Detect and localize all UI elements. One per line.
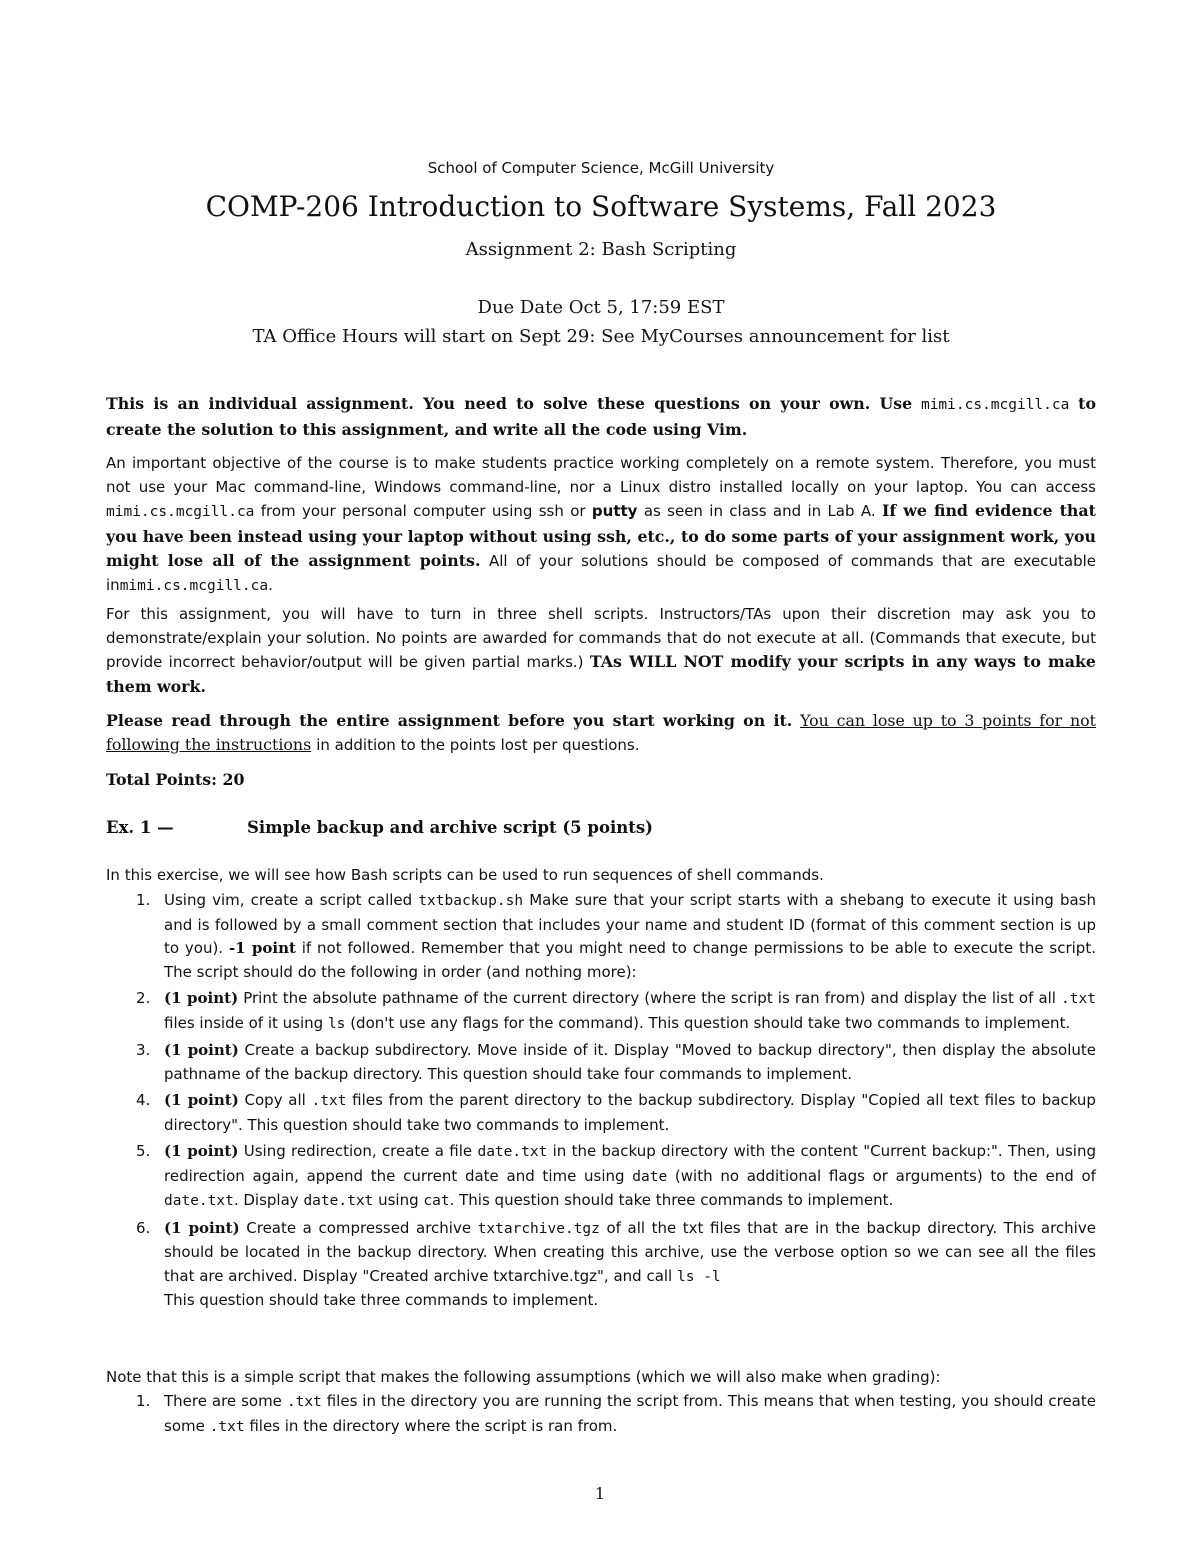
period: . — [268, 575, 273, 594]
step-text: if not followed. Remember that you might need to change permissions to be able to execute the script. The script should do the following in order (and nothing more): — [164, 939, 1096, 981]
step-number: 4. — [136, 1091, 151, 1109]
host-code: mimi.cs.mcgill.ca — [106, 504, 255, 520]
total-points-label: Total Points: 20 — [106, 770, 245, 789]
step-text: in the backup directory with the content "Current backup:". Then, using redirection again, append the current date and time using — [164, 1142, 1096, 1185]
read-rest: in addition to the points lost per questions. — [316, 735, 640, 754]
step-3 — [106, 1039, 1096, 1086]
remote-text-c: as seen in class and in Lab A. — [643, 502, 876, 520]
cat-code: cat — [423, 1193, 450, 1209]
read-bold: Please read through the entire assignment before you start working on it. — [106, 711, 793, 730]
step-text: . Display — [233, 1191, 299, 1209]
warning-bold: If we find evidence that you have been instead using your laptop without using ssh, etc., to do some parts of your assignment work, you might lose all of the assignment points. — [106, 501, 1096, 570]
step-2 — [106, 987, 1096, 1036]
step-number: 3. — [136, 1041, 151, 1059]
step-text: Using redirection, create a file — [243, 1142, 473, 1160]
school-name: School of Computer Science, McGill University — [427, 159, 775, 177]
step-text: (with no additional flags or arguments) to the end of — [674, 1166, 1096, 1185]
date-cmd-code: date — [632, 1168, 668, 1185]
script-name-code: txtbackup.sh — [418, 893, 524, 909]
ta-warning-bold: TAs WILL NOT modify your scripts in any ways to make them work. — [106, 652, 1096, 696]
txt-ext-code: .txt — [1061, 991, 1096, 1007]
step-number: 6. — [136, 1218, 151, 1237]
txt-ext-code: .txt — [286, 1394, 322, 1410]
step-text: files inside of it using — [164, 1013, 324, 1032]
remote-text-d: All of your solutions should be composed of commands that are executable in — [106, 552, 1096, 594]
step-text: (don't use any flags for the command). This question should take two commands to implement. — [350, 1013, 1071, 1032]
putty-text: putty — [591, 502, 638, 520]
course-title: COMP-206 Introduction to Software Systems, Fall 2023 — [205, 190, 997, 223]
or-text: or — [570, 502, 586, 520]
step-text: of all the txt files that are in the backup directory. This archive should be located in the backup directory. When creating this archive, use the verbose option so we can see all the files that are archived. Display "Created archive txtarchive.tgz", and call — [164, 1218, 1096, 1285]
step-1 — [106, 889, 1096, 984]
step-4 — [106, 1089, 1096, 1137]
host-code: mimi.cs.mcgill.ca — [920, 397, 1070, 413]
step-text: Print the absolute pathname of the current directory (where the script is ran from) and display the list of all — [243, 989, 1056, 1007]
step-text: Using vim, create a script called — [164, 891, 413, 909]
points-bold: (1 point) — [164, 1218, 240, 1237]
step-number: 1. — [136, 891, 151, 909]
date-file-code: date.txt — [477, 1144, 548, 1160]
exercise-lead: In this exercise, we will see how Bash scripts can be used to run sequences of shell commands. — [106, 866, 824, 884]
remote-text-b: from your personal computer using — [260, 502, 533, 520]
host-code: mimi.cs.mcgill.ca — [119, 577, 269, 594]
assignment-title: Assignment 2: Bash Scripting — [465, 239, 737, 260]
assumptions-list — [106, 1390, 1096, 1442]
archive-name-code: txtarchive.tgz — [477, 1220, 600, 1237]
points-bold: (1 point) — [164, 1142, 239, 1160]
intro-individual-paragraph — [106, 392, 1096, 441]
step-6 — [106, 1217, 1096, 1313]
step-text: Make sure that your script starts with a shebang to execute it using bash and is followed by a small comment section that includes your name and student ID (format of this comment section is up to you). — [164, 891, 1096, 957]
ls-code: ls — [327, 1015, 346, 1032]
lose-points-underline: You can lose up to 3 points for not following the instructions — [106, 711, 1097, 754]
ls-l-code: ls -l — [677, 1268, 721, 1285]
points-bold: (1 point) — [164, 989, 239, 1007]
assumptions-note: Note that this is a simple script that makes the following assumptions (which we will also make when grading): — [106, 1368, 941, 1386]
exercise-heading — [106, 816, 1096, 840]
date-file-code: date.txt — [164, 1193, 234, 1209]
ssh-text: ssh — [538, 502, 564, 520]
step-5 — [106, 1140, 1096, 1214]
due-date: Due Date Oct 5, 17:59 EST — [477, 297, 725, 318]
step-number: 2. — [136, 989, 151, 1007]
intro-submission-paragraph — [106, 603, 1096, 699]
step-text: This question should take three commands to implement. — [164, 1291, 599, 1309]
assumption-text: There are some — [164, 1392, 282, 1410]
date-file-code: date.txt — [303, 1193, 374, 1209]
assumption-number: 1. — [136, 1392, 151, 1410]
intro-bold-1: This is an individual assignment. You need to solve these questions on your own. Use — [106, 394, 913, 413]
page-number: 1 — [594, 1484, 606, 1503]
intro-remote-paragraph — [106, 452, 1096, 598]
step-text: using — [378, 1191, 419, 1209]
assumption-text: files in the directory where the script is ran from. — [249, 1416, 618, 1435]
penalty-bold: -1 point — [228, 939, 296, 957]
exercise-number: Ex. 1 — — [106, 818, 174, 837]
assumption-1 — [106, 1390, 1096, 1439]
step-list — [106, 889, 1096, 1316]
step-text: Copy all — [244, 1091, 306, 1109]
assumption-text: files in the directory you are running the script from. This means that when testing, you should create some — [164, 1392, 1096, 1435]
txt-ext-code: .txt — [209, 1418, 245, 1435]
txt-ext-code: .txt — [311, 1093, 347, 1109]
intro-read-paragraph — [106, 709, 1096, 757]
step-text: Create a backup subdirectory. Move inside of it. Display "Moved to backup directory", then display the absolute pathname of the backup directory. This question should take four commands to implement. — [164, 1041, 1096, 1083]
submission-text: For this assignment, you will have to turn in three shell scripts. Instructors/TAs upon their discretion may ask you to demonstrate/explain your solution. No points are awarded for commands that do not execute at all. (Commands that execute, but provide incorrect behavior/output will be given partial marks.) — [106, 605, 1096, 671]
step-text: Create a compressed archive — [246, 1218, 472, 1237]
exercise-title: Simple backup and archive script (5 points) — [247, 818, 653, 837]
intro-bold-2: to create the solution to this assignment, and write all the code using Vim. — [106, 394, 1096, 439]
ta-office-hours: TA Office Hours will start on Sept 29: See MyCourses announcement for list — [252, 326, 950, 347]
points-bold: (1 point) — [164, 1041, 239, 1059]
total-points — [106, 768, 1096, 792]
points-bold: (1 point) — [164, 1091, 239, 1109]
step-text: . This question should take three commands to implement. — [449, 1191, 894, 1209]
step-text: files from the parent directory to the backup subdirectory. Display "Copied all text files to backup directory". This question should take two commands to implement. — [164, 1091, 1096, 1134]
step-number: 5. — [136, 1142, 151, 1160]
remote-text-a: An important objective of the course is to make students practice working completely on a remote system. Therefore, you must not use your Mac command-line, Windows command-line, nor a Linux distro installed locally on your laptop. You can access — [106, 454, 1096, 496]
